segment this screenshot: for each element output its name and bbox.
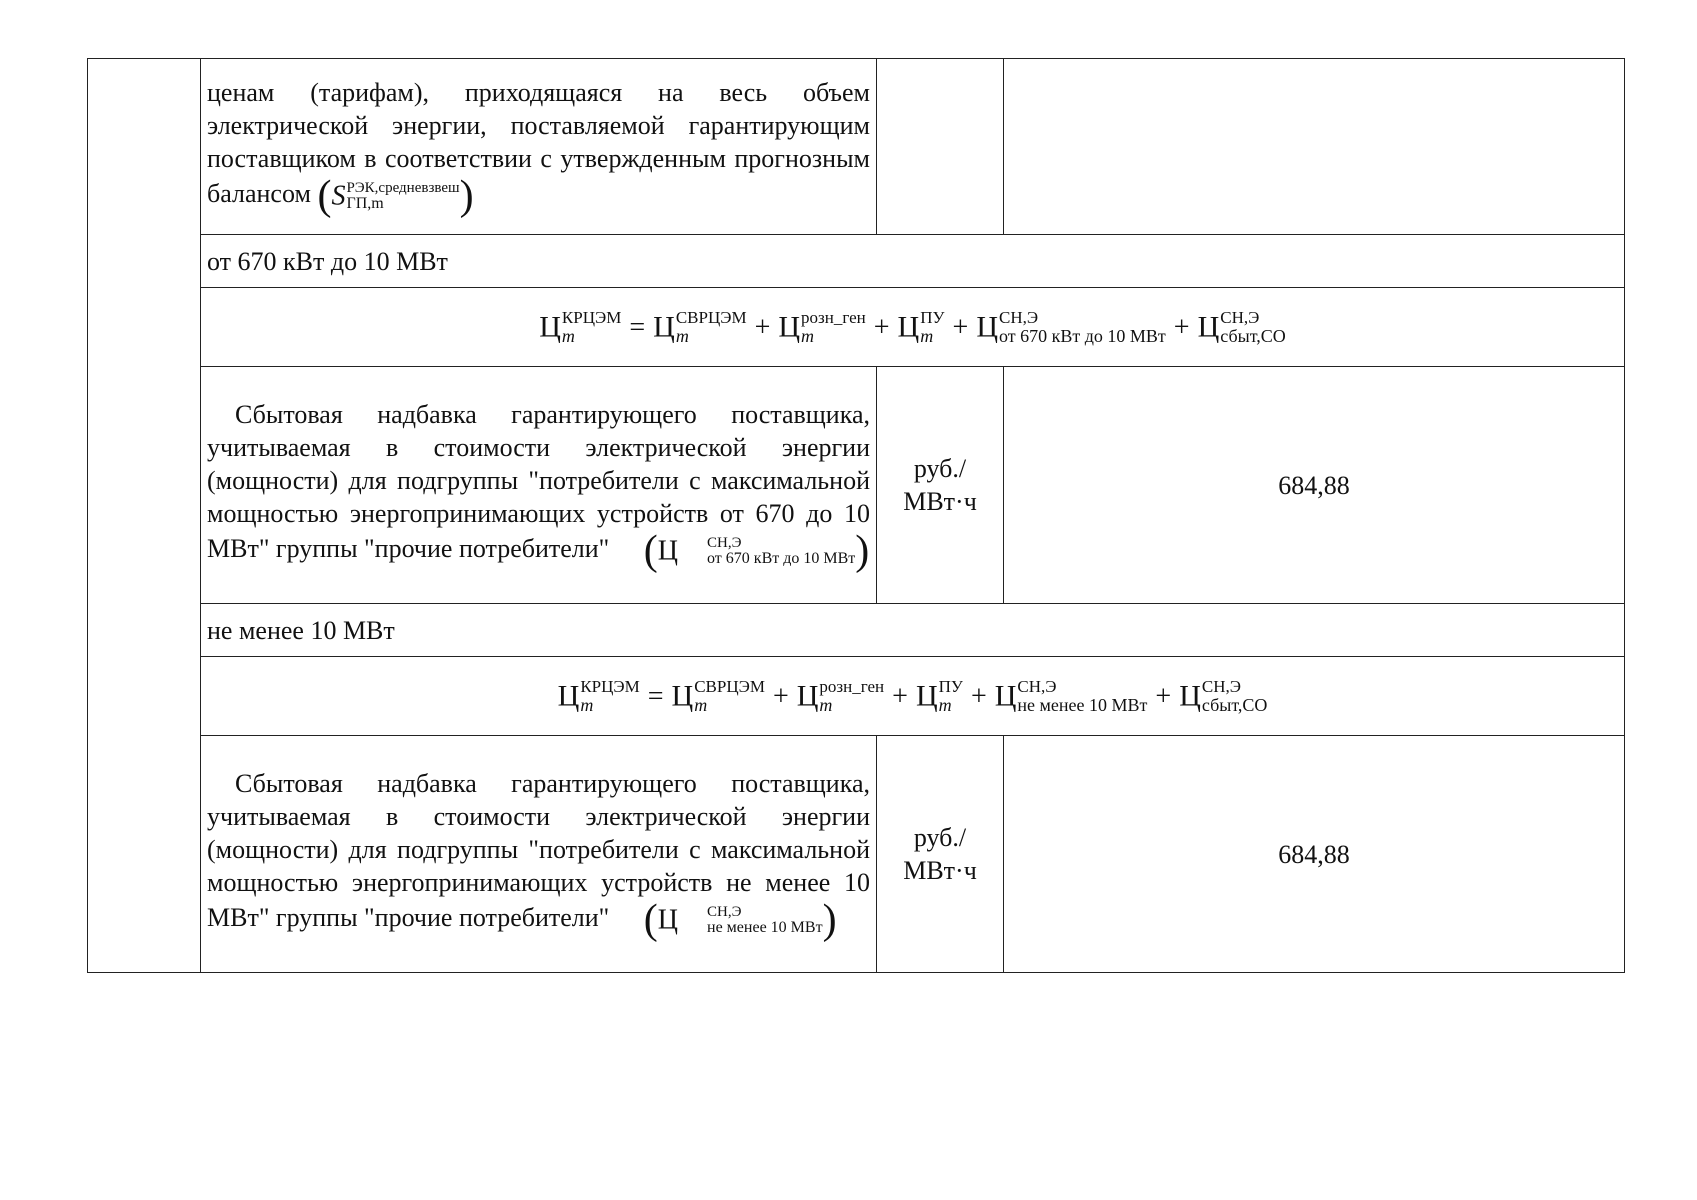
formula-symbol (653, 308, 746, 346)
intro-text: ценам (тарифам), приходящаяся на весь объем электрической энергии, поставляемой гарантирующим поставщиком в соответствии с утвержденным прогнозным балансом (207, 78, 870, 208)
plus-sign: + (1173, 311, 1190, 343)
formula-symbol (916, 677, 963, 715)
symbol-scripts (1017, 677, 1147, 715)
symbol-scripts (580, 677, 639, 715)
symbol-base: Ц (539, 310, 561, 344)
symbol-sup: розн_ген (801, 308, 866, 327)
symbol-scripts (801, 308, 866, 346)
left-margin-cell (88, 59, 201, 973)
plus-sign: + (892, 680, 908, 712)
symbol-sub: m (920, 326, 934, 346)
symbol-sup: СН,Э (1017, 677, 1057, 696)
section-row (88, 604, 1625, 657)
formula-1 (539, 308, 1286, 346)
symbol-sub: m (819, 695, 833, 715)
item2-text: Сбытовая надбавка гарантирующего поставщика, учитываемая в стоимости электрической энергии (мощности) для подгруппы "потребители с максимальной мощностью энергопринимающих устройств не менее 10 МВт" группы "прочие потребители" (207, 769, 870, 932)
symbol-scripts (676, 308, 747, 346)
value-cell: 684,88 (1004, 736, 1625, 973)
symbol-sub: сбыт,СО (1201, 695, 1268, 715)
formula-symbol (797, 677, 884, 715)
formula-symbol (539, 308, 621, 346)
table-row (88, 59, 1625, 235)
formula-row (88, 288, 1625, 367)
symbol-sup: КРЦЭМ (561, 308, 622, 327)
symbol-scripts (920, 308, 944, 346)
symbol-sup: СН,Э (1201, 677, 1241, 696)
symbol-base: Ц (976, 310, 999, 344)
table-row (88, 367, 1625, 604)
symbol-scripts (1220, 308, 1285, 346)
symbol-scripts (694, 677, 765, 715)
symbol-sup: СН,Э (999, 308, 1039, 327)
symbol-scripts (562, 308, 621, 346)
description-cell (201, 59, 877, 235)
symbol-scripts (999, 308, 1166, 346)
symbol-base: Ц (897, 310, 920, 344)
formula-2 (558, 677, 1268, 715)
item1-text: Сбытовая надбавка гарантирующего поставщика, учитываемая в стоимости электрической энергии (мощности) для подгруппы "потребители с максимальной мощностью энергопринимающих устройств от 670 до 10 МВт" группы "прочие потребители" (207, 400, 870, 563)
symbol-sub: m (580, 695, 594, 715)
formula-symbol (1198, 308, 1286, 346)
symbol-sub: m (801, 326, 815, 346)
plus-sign: + (754, 311, 771, 343)
formula-cell-1 (201, 288, 1625, 367)
unit-cell: руб./МВт·ч (877, 367, 1004, 604)
description-cell (201, 736, 877, 973)
unit-cell (877, 59, 1004, 235)
formula-symbol (778, 308, 865, 346)
formula-symbol (995, 677, 1148, 715)
intro-symbol: (S РЭК,средневзвеш ГП,m ) (317, 173, 474, 219)
symbol-sup: розн_ген (819, 677, 885, 696)
formula-symbol (672, 677, 765, 715)
symbol-sup: ПУ (920, 308, 945, 327)
formula-row (88, 657, 1625, 736)
symbol-sub: не менее 10 МВт (1017, 695, 1148, 715)
symbol-sup: СВРЦЭМ (694, 677, 765, 696)
symbol-sup: ПУ (938, 677, 963, 696)
symbol-base: Ц (778, 310, 801, 344)
symbol-sub: сбыт,СО (1220, 326, 1286, 346)
value-cell (1004, 59, 1625, 235)
equals-sign: = (647, 680, 664, 712)
plus-sign: + (873, 311, 890, 343)
equals-sign: = (629, 311, 646, 343)
plus-sign: + (1155, 680, 1172, 712)
value-cell: 684,88 (1004, 367, 1625, 604)
symbol-base: Ц (1197, 310, 1220, 344)
symbol-sup: КРЦЭМ (580, 677, 640, 696)
formula-symbol (558, 677, 640, 715)
formula-symbol (1179, 677, 1267, 715)
symbol-sub: m (561, 326, 575, 346)
symbol-base: Ц (796, 679, 819, 713)
plus-sign: + (772, 680, 789, 712)
symbol-base: Ц (1179, 679, 1201, 713)
symbol-sub: от 670 кВт до 10 МВт (999, 326, 1166, 346)
description-cell (201, 367, 877, 604)
symbol-base: Ц (653, 310, 675, 344)
symbol-base: Ц (671, 679, 694, 713)
formula-symbol (976, 308, 1165, 346)
formula-cell-2 (201, 657, 1625, 736)
symbol-sup: СВРЦЭМ (675, 308, 747, 327)
symbol-scripts (939, 677, 963, 715)
symbol-scripts (1202, 677, 1267, 715)
section-title-10-plus: не менее 10 МВт (201, 604, 1625, 657)
section-row (88, 235, 1625, 288)
plus-sign: + (970, 680, 987, 712)
plus-sign: + (952, 311, 969, 343)
unit-cell: руб./МВт·ч (877, 736, 1004, 973)
symbol-base: Ц (557, 679, 580, 713)
formula-symbol (898, 308, 945, 346)
symbol-base: Ц (994, 679, 1017, 713)
symbol-sub: m (675, 326, 689, 346)
section-title-670-10: от 670 кВт до 10 МВт (201, 235, 1625, 288)
table-row (88, 736, 1625, 973)
symbol-sup: СН,Э (1220, 308, 1260, 327)
symbol-scripts (819, 677, 884, 715)
tariff-table (87, 58, 1625, 973)
item2-symbol: (Ц СН,Э не менее 10 МВт ) (643, 897, 837, 943)
symbol-base: Ц (915, 679, 938, 713)
symbol-sub: m (938, 695, 952, 715)
symbol-sub: m (694, 695, 708, 715)
item1-symbol: (Ц СН,Э от 670 кВт до 10 МВт ) (643, 528, 870, 574)
